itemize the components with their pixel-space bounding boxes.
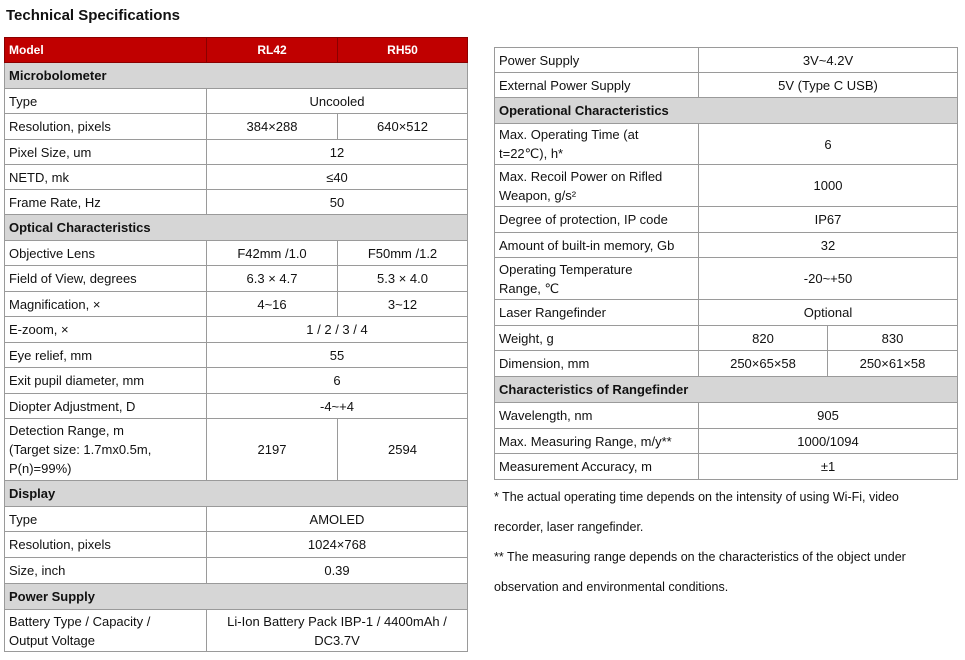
table-row: [495, 165, 958, 207]
row-value: -4~+4: [207, 394, 468, 419]
row-label: Exit pupil diameter, mm: [5, 368, 207, 394]
row-label: NETD, mk: [5, 165, 207, 190]
row-value-rh50: 2594: [338, 419, 468, 481]
table-row: [495, 233, 958, 258]
footnote-line: observation and environmental conditions.: [494, 580, 729, 594]
footnote-line: * The actual operating time depends on the intensity of using Wi-Fi, video: [494, 490, 899, 504]
row-label-line: Battery Type / Capacity /: [9, 613, 151, 629]
header-model: Model: [5, 38, 207, 63]
row-value-rh50: F50mm /1.2: [338, 241, 468, 266]
table-row: [5, 394, 468, 419]
table-row: [495, 326, 958, 351]
table-row: [5, 558, 468, 584]
footnote-line: recorder, laser rangefinder.: [494, 520, 644, 534]
row-label: Magnification, ×: [5, 292, 207, 317]
table-row: [5, 89, 468, 114]
row-label: [5, 610, 207, 652]
row-label: Pixel Size, um: [5, 140, 207, 165]
row-value: 1000: [699, 165, 958, 207]
section-microbolometer: Microbolometer: [5, 63, 468, 89]
row-value-rh50: 3~12: [338, 292, 468, 317]
row-value: 5V (Type C USB): [699, 73, 958, 98]
header-rl42: RL42: [207, 38, 338, 63]
row-value-rl42: 6.3 × 4.7: [207, 266, 338, 292]
row-value-rl42: F42mm /1.0: [207, 241, 338, 266]
row-label: [495, 124, 699, 165]
row-value: AMOLED: [207, 507, 468, 532]
row-value-rh50: 830: [828, 326, 958, 351]
row-label: Weight, g: [495, 326, 699, 351]
row-label: Resolution, pixels: [5, 114, 207, 140]
section-rangefinder: Characteristics of Rangefinder: [495, 377, 958, 403]
table-row: [5, 292, 468, 317]
row-label: Field of View, degrees: [5, 266, 207, 292]
row-label-line: t=22℃), h*: [499, 146, 564, 161]
row-value: Uncooled: [207, 89, 468, 114]
row-label: [495, 258, 699, 300]
row-label-line: Operating Temperature: [499, 261, 633, 277]
row-value: Optional: [699, 300, 958, 326]
row-value: IP67: [699, 207, 958, 233]
header-rh50: RH50: [338, 38, 468, 63]
table-row: [5, 241, 468, 266]
row-label: Resolution, pixels: [5, 532, 207, 558]
row-value-rl42: 384×288: [207, 114, 338, 140]
table-row: [5, 266, 468, 292]
table-row: [5, 317, 468, 343]
row-label-line: Weapon, g/s²: [499, 187, 577, 203]
row-label: Type: [5, 89, 207, 114]
row-value: 50: [207, 190, 468, 215]
row-value-line: DC3.7V: [314, 632, 360, 648]
section-operational: Operational Characteristics: [495, 98, 958, 124]
row-label-line: Max. Operating Time (at: [499, 127, 639, 142]
row-label: Laser Rangefinder: [495, 300, 699, 326]
row-label: Wavelength, nm: [495, 403, 699, 429]
table-row: [5, 532, 468, 558]
row-value: 12: [207, 140, 468, 165]
row-label-line: Range, ℃: [499, 280, 560, 296]
footnote-line: ** The measuring range depends on the characteristics of the object under: [494, 550, 906, 564]
table-row: [5, 368, 468, 394]
spec-table-right: [494, 47, 958, 480]
row-label: [5, 419, 207, 481]
table-row: [5, 114, 468, 140]
table-row: [495, 429, 958, 454]
table-row: [5, 610, 468, 652]
row-label-line: Max. Recoil Power on Rifled: [499, 168, 663, 184]
table-row: [495, 403, 958, 429]
table-row: [495, 351, 958, 377]
row-value-rl42: 250×65×58: [699, 351, 828, 377]
row-label: Eye relief, mm: [5, 343, 207, 368]
row-label-line: Detection Range, m: [9, 423, 124, 438]
row-value: ±1: [699, 454, 958, 480]
row-label: Type: [5, 507, 207, 532]
table-row: [5, 165, 468, 190]
section-optical: Optical Characteristics: [5, 215, 468, 241]
row-label-line: (Target size: 1.7mx0.5m,: [9, 442, 152, 457]
table-row: [5, 190, 468, 215]
row-value: 3V~4.2V: [699, 48, 958, 73]
row-value-rh50: 640×512: [338, 114, 468, 140]
row-label: Diopter Adjustment, D: [5, 394, 207, 419]
table-row: [495, 73, 958, 98]
table-row: [495, 258, 958, 300]
row-value-rh50: 5.3 × 4.0: [338, 266, 468, 292]
row-label: Measurement Accuracy, m: [495, 454, 699, 480]
row-value: 1000/1094: [699, 429, 958, 454]
row-value: -20~+50: [699, 258, 958, 300]
table-row: [5, 140, 468, 165]
section-display: Display: [5, 481, 468, 507]
table-row: [5, 419, 468, 481]
table-row: [495, 48, 958, 73]
row-value-line: Li-Ion Battery Pack IBP-1 / 4400mAh /: [227, 613, 447, 629]
section-power-supply: Power Supply: [5, 584, 468, 610]
row-value: 1024×768: [207, 532, 468, 558]
row-label: Size, inch: [5, 558, 207, 584]
table-row: [495, 124, 958, 165]
table-row: [495, 454, 958, 480]
row-value-rl42: 2197: [207, 419, 338, 481]
table-row: [5, 343, 468, 368]
table-header-row: [5, 38, 468, 63]
row-label: Amount of built-in memory, Gb: [495, 233, 699, 258]
row-label: Objective Lens: [5, 241, 207, 266]
table-row: [495, 300, 958, 326]
row-label: Max. Measuring Range, m/y**: [495, 429, 699, 454]
row-label: E-zoom, ×: [5, 317, 207, 343]
row-value: 32: [699, 233, 958, 258]
page-title: Technical Specifications: [6, 7, 180, 24]
table-row: [495, 207, 958, 233]
row-value: 0.39: [207, 558, 468, 584]
spec-table-left: [4, 37, 468, 652]
footnotes: [494, 482, 962, 602]
row-label: External Power Supply: [495, 73, 699, 98]
row-label: [495, 165, 699, 207]
row-value: 6: [207, 368, 468, 394]
row-value-rl42: 820: [699, 326, 828, 351]
row-label-line: Output Voltage: [9, 632, 96, 648]
row-value: 6: [699, 124, 958, 165]
row-label: Power Supply: [495, 48, 699, 73]
row-value: 1 / 2 / 3 / 4: [207, 317, 468, 343]
row-value: 55: [207, 343, 468, 368]
row-label: Dimension, mm: [495, 351, 699, 377]
row-label-line: P(n)=99%): [9, 461, 72, 476]
table-row: [5, 507, 468, 532]
row-value: [207, 610, 468, 652]
row-value: ≤40: [207, 165, 468, 190]
row-value-rl42: 4~16: [207, 292, 338, 317]
row-label: Frame Rate, Hz: [5, 190, 207, 215]
row-value: 905: [699, 403, 958, 429]
row-label: Degree of protection, IP code: [495, 207, 699, 233]
row-value-rh50: 250×61×58: [828, 351, 958, 377]
